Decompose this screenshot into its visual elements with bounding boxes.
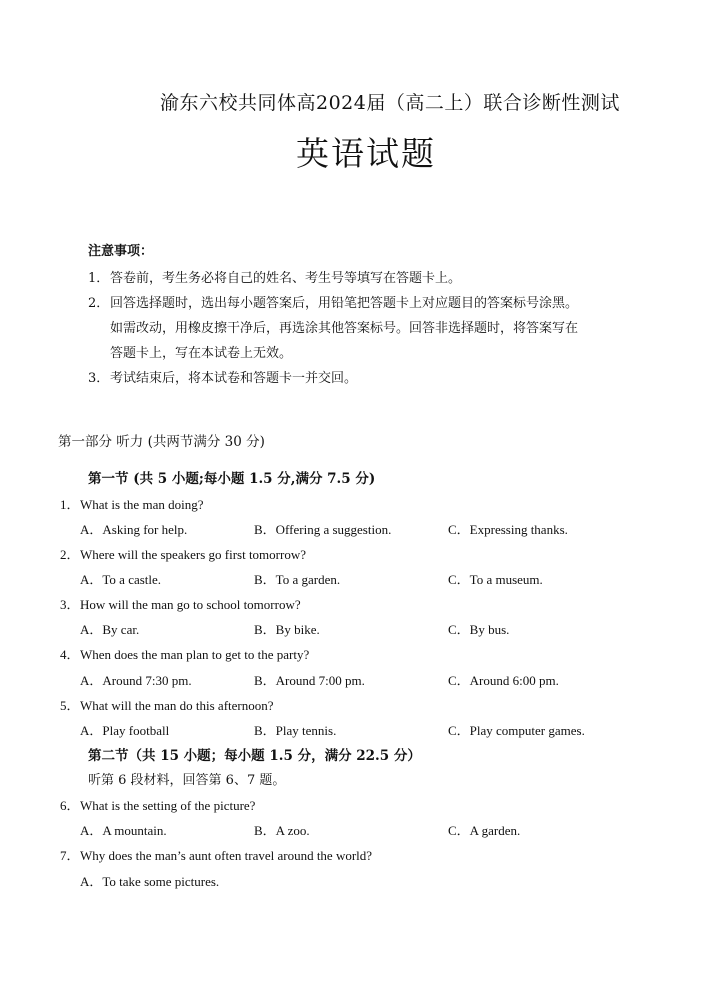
question-6 (60, 795, 255, 814)
option-c: C．Around 6:00 pm. (448, 673, 559, 688)
option-c: C．By bus. (448, 622, 510, 637)
question-5 (60, 695, 274, 714)
notice-number: 2． (88, 296, 110, 311)
question-number: 2． (60, 547, 80, 562)
notice-item-2-line-3: 答题卡上，写在本试卷上无效。 (110, 346, 293, 361)
notice-item-3 (88, 366, 357, 391)
notice-text: 考试结束后，将本试卷和答题卡一并交回。 (110, 371, 358, 386)
question-2 (60, 544, 306, 563)
option-c: C．A garden. (448, 823, 521, 838)
option-a: A．To a castle. (80, 572, 162, 587)
option-b: B．Around 7:00 pm. (254, 673, 365, 688)
question-text: When does the man plan to get to the party? (80, 647, 310, 662)
question-number: 7． (60, 848, 80, 863)
question-3 (60, 594, 301, 613)
question-text: What is the setting of the picture? (80, 798, 256, 813)
question-text: What will the man do this afternoon? (80, 698, 274, 713)
notice-number: 1． (88, 271, 110, 286)
option-c: C．Expressing thanks. (448, 522, 568, 537)
question-text: What is the man doing? (80, 497, 204, 512)
section-2-title: 第二节（共 15 小题；每小题 1.5 分，满分 22.5 分） (88, 748, 421, 764)
question-number: 6． (60, 798, 80, 813)
option-c: C．To a museum. (448, 572, 543, 587)
option-a: A．Asking for help. (80, 522, 188, 537)
question-7 (60, 845, 372, 864)
part-title: 第一部分 听力 (共两节满分 30 分) (58, 434, 265, 450)
option-c: C．Play computer games. (448, 723, 585, 738)
question-number: 1． (60, 497, 80, 512)
question-text: Why does the man’s aunt often travel around the world? (80, 848, 373, 863)
subject-title: 英语试题 (296, 134, 436, 173)
option-b: B．Offering a suggestion. (254, 522, 392, 537)
question-number: 5． (60, 698, 80, 713)
question-text: Where will the speakers go first tomorrow? (80, 547, 306, 562)
option-b: B．To a garden. (254, 572, 341, 587)
exam-title: 渝东六校共同体高2024届（高二上）联合诊断性测试 (160, 92, 620, 114)
notice-item-2-line-2: 如需改动，用橡皮擦干净后，再选涂其他答案标号。回答非选择题时，将答案写在 (110, 321, 579, 336)
section-1-title: 第一节 (共 5 小题;每小题 1.5 分,满分 7.5 分) (88, 471, 376, 487)
notice-item-2 (88, 291, 578, 316)
section-2-instruction: 听第 6 段材料，回答第 6、7 题。 (88, 773, 286, 788)
option-b: B．By bike. (254, 622, 320, 637)
question-text: How will the man go to school tomorrow? (80, 597, 301, 612)
notice-heading: 注意事项： (88, 244, 154, 259)
option-a: A．By car. (80, 622, 140, 637)
option-b: B．Play tennis. (254, 723, 337, 738)
option-a: A．A mountain. (80, 823, 167, 838)
option-a: A．To take some pictures. (80, 874, 220, 889)
option-a: A．Play football (80, 723, 170, 738)
option-a: A．Around 7:30 pm. (80, 673, 192, 688)
notice-number: 3． (88, 371, 110, 386)
notice-text: 答卷前，考生务必将自己的姓名、考生号等填写在答题卡上。 (110, 271, 462, 286)
option-b: B．A zoo. (254, 823, 310, 838)
question-4 (60, 644, 309, 663)
notice-text: 回答选择题时，选出每小题答案后，用铅笔把答题卡上对应题目的答案标号涂黑。 (110, 296, 579, 311)
question-1 (60, 494, 203, 513)
notice-item-1 (88, 266, 461, 291)
question-number: 4． (60, 647, 80, 662)
question-number: 3． (60, 597, 80, 612)
